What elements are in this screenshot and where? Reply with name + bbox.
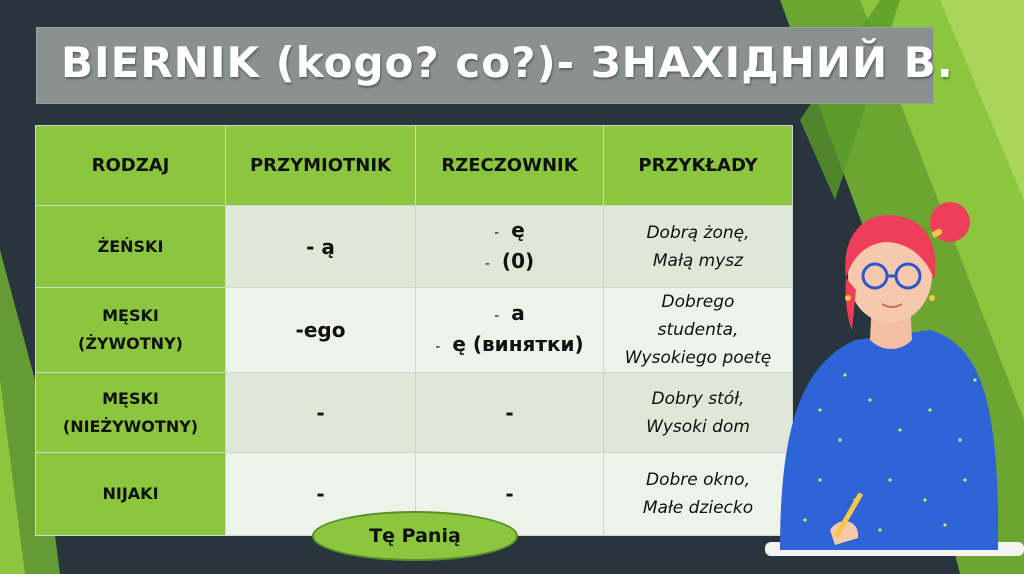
ending-item: - (0) <box>484 248 535 273</box>
rodzaj-cell <box>36 206 226 288</box>
example-line: Małe dziecko <box>642 498 754 518</box>
rodzaj-cell <box>36 373 226 453</box>
rodzaj-label: (NIEŻYWOTNY) <box>62 416 199 436</box>
rzeczownik-cell: - <box>416 453 604 536</box>
example-line: studenta, <box>657 320 739 340</box>
example-line: Dobry stół, <box>651 388 745 409</box>
header-przymiotnik: PRZYMIOTNIK <box>226 126 416 206</box>
przymiotnik-cell: - ą <box>226 206 416 288</box>
example-line: Dobrego <box>661 292 735 312</box>
example-badge: Tę Panią <box>312 511 518 561</box>
header-rodzaj: RODZAJ <box>36 126 226 206</box>
example-line: Wysokiego poetę <box>624 348 772 368</box>
przymiotnik-cell: -ego <box>226 288 416 373</box>
teacher-illustration <box>760 180 1024 574</box>
table-row <box>36 373 793 453</box>
example-line: Dobrą żonę, <box>646 222 750 243</box>
rodzaj-cell <box>36 288 226 373</box>
example-line: Małą mysz <box>652 250 744 271</box>
rodzaj-label: NIJAKI <box>102 484 159 503</box>
rodzaj-label: (ŻYWOTNY) <box>78 334 183 353</box>
header-przyklady: PRZYKŁADY <box>604 126 793 206</box>
biernik-table <box>35 125 793 536</box>
ending-item: - ę <box>494 217 525 242</box>
table-row <box>36 288 793 373</box>
page-title: BIERNIK (kogo? co?)- ЗНАХІДНИЙ В. <box>61 38 954 87</box>
przymiotnik-cell: - <box>226 373 416 453</box>
table-header-row <box>36 126 793 206</box>
example-line: Wysoki dom <box>646 416 750 437</box>
ending-item: - ę (винятки) <box>435 332 584 356</box>
header-rzeczownik: RZECZOWNIK <box>416 126 604 206</box>
rzeczownik-cell <box>416 206 604 288</box>
ending-item: - a <box>494 301 525 325</box>
table-row <box>36 206 793 288</box>
title-bar <box>36 27 954 104</box>
rodzaj-label: MĘSKI <box>102 306 159 325</box>
rodzaj-label: ŻEŃSKI <box>97 236 164 256</box>
rodzaj-cell <box>36 453 226 536</box>
rzeczownik-cell <box>416 288 604 373</box>
rodzaj-label: MĘSKI <box>102 388 159 408</box>
rzeczownik-cell: - <box>416 373 604 453</box>
przymiotnik-cell: - <box>226 453 416 536</box>
example-line: Dobre okno, <box>646 470 750 490</box>
